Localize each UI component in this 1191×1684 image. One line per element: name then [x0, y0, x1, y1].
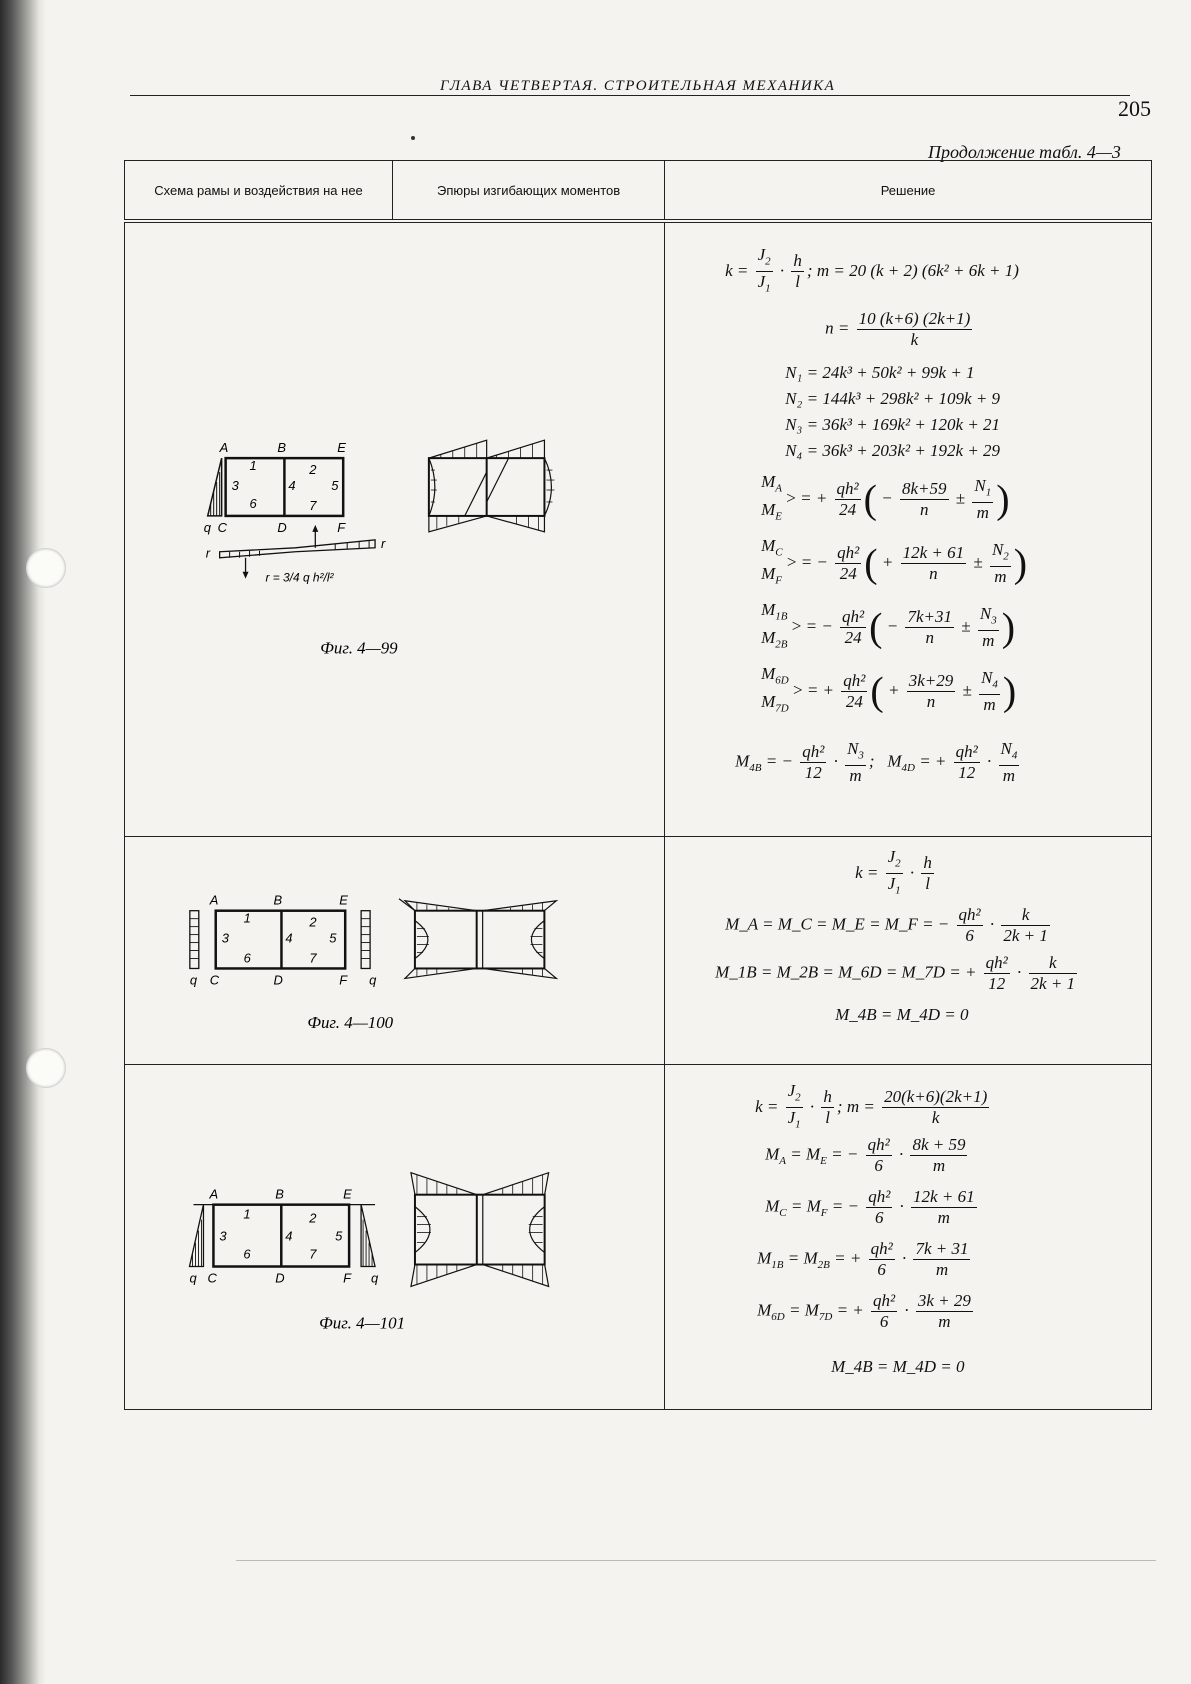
- page-number: 205: [1118, 96, 1151, 121]
- load-label-q-left: q: [189, 1270, 197, 1286]
- eq-N2: N₂ = 144k³ + 298k² + 109k + 9: [785, 389, 1001, 409]
- member-label-2: 2: [309, 914, 317, 930]
- eq-MA-ME: $M_A$ $M_E$ > = + $\frac{\text{qh²}}{24}$ ( − $\frac{8k+59}{n}$ ± $\frac{N_1}{m}$ ): [761, 472, 1010, 523]
- load-label-q: q: [203, 519, 211, 535]
- member-label-7: 7: [309, 497, 317, 513]
- node-label-C: C: [209, 972, 220, 988]
- node-label-F: F: [343, 1270, 352, 1286]
- member-label-1: 1: [243, 910, 251, 926]
- table-header-row: [125, 161, 1152, 222]
- node-label-F: F: [337, 519, 346, 535]
- eq-MA-MC-ME-MF: M_A = M_C = M_E = M_F = − $\frac{\text{qh²}}{6}$ · $\frac{k}{2k + 1}$: [725, 904, 1048, 945]
- load-label-q-left: q: [189, 972, 198, 988]
- header-rule: [130, 95, 1130, 96]
- frame-scheme-99: [125, 223, 665, 836]
- node-label-A: A: [209, 1186, 219, 1202]
- eq-M6D-M7D: $M_{6D}$ $M_{7D}$ > = + $\frac{\text{qh²}}{24}$ ( + $\frac{3k+29}{n}$ ± $\frac{N_4}{m}$ ): [761, 664, 1017, 715]
- moment-diagram-101: [411, 1173, 549, 1287]
- node-label-F: F: [339, 972, 348, 988]
- member-label-3: 3: [219, 1228, 227, 1244]
- eq-MA-ME-101: $M_A = M_E$ = − $\frac{\text{qh²}}{6}$ · $\frac{8k + 59}{m}$: [765, 1134, 966, 1175]
- moment-diagram-99: [429, 440, 555, 532]
- node-label-E: E: [337, 440, 346, 456]
- member-label-5: 5: [329, 930, 337, 946]
- frame-scheme-101: [125, 1065, 665, 1409]
- eq-M6D-M7D-101: $M_{6D} = M_{7D}$ = + $\frac{\text{qh²}}{6}$ · $\frac{3k + 29}{m}$: [757, 1290, 971, 1331]
- member-label-6: 6: [243, 1246, 251, 1262]
- member-label-1: 1: [249, 458, 257, 474]
- eq-N4: N₄ = 36k³ + 203k² + 192k + 29: [785, 441, 1001, 461]
- solution-cell-99: [665, 221, 1152, 836]
- solution-cell-100: [665, 836, 1152, 1064]
- scan-shadow-edge: [0, 0, 46, 1684]
- running-title: ГЛАВА ЧЕТВЕРТАЯ. СТРОИТЕЛЬНАЯ МЕХАНИКА: [440, 78, 836, 94]
- node-label-D: D: [273, 972, 283, 988]
- member-label-2: 2: [309, 462, 317, 478]
- eq-M4B-M4D-99: $M_{4B}$ = − $\frac{\text{qh²}}{12}$ · $\frac{N_3}{m}$ ; $M_{4D}$ = + $\frac{\text{qh²}}{12}$ · $\frac{N_4}{m}$: [735, 739, 1018, 786]
- node-label-A: A: [219, 440, 229, 456]
- member-label-7: 7: [309, 950, 317, 966]
- eq-k-m-101: k = $\frac{J_2}{J_1}$ · $\frac{h}{l}$ ; m = $\frac{20(k+6)(2k+1)}{k}$: [755, 1080, 988, 1131]
- table-row: [125, 836, 1152, 1064]
- node-label-E: E: [343, 1186, 352, 1202]
- frame-scheme-100: [125, 837, 665, 1064]
- eq-MC-MF-101: $M_C = M_F$ = − $\frac{\text{qh²}}{6}$ · $\frac{12k + 61}{m}$: [765, 1186, 975, 1227]
- eq-M1B-M7D-100: M_1B = M_2B = M_6D = M_7D = + $\frac{\text{qh²}}{12}$ · $\frac{k}{2k + 1}$: [715, 952, 1076, 993]
- eq-N3: N₃ = 36k³ + 169k² + 120k + 21: [785, 415, 1001, 435]
- table-row: [125, 1064, 1152, 1409]
- eq-N1: N₁ = 24k³ + 50k² + 99k + 1: [785, 363, 975, 383]
- eq-M1B-M2B: $M_{1B}$ $M_{2B}$ > = − $\frac{\text{qh²}}{24}$ ( − $\frac{7k+31}{n}$ ± $\frac{N_3}{m}$ ): [761, 600, 1016, 651]
- punch-hole: [26, 1048, 66, 1088]
- figure-cell-100: [125, 836, 665, 1064]
- scan-faint-rule: [236, 1560, 1156, 1561]
- node-label-D: D: [277, 519, 287, 535]
- moment-diagram-100: [399, 898, 556, 978]
- node-label-B: B: [277, 440, 287, 456]
- node-label-A: A: [209, 892, 219, 908]
- node-label-C: C: [207, 1270, 217, 1286]
- member-label-7: 7: [309, 1246, 317, 1262]
- node-label-C: C: [217, 519, 227, 535]
- eq-k-100: k = $\frac{J_2}{J_1}$ · $\frac{h}{l}$: [855, 846, 932, 897]
- solution-cell-101: [665, 1064, 1152, 1409]
- eq-M1B-M2B-101: $M_{1B} = M_{2B}$ = + $\frac{\text{qh²}}{6}$ · $\frac{7k + 31}{m}$: [757, 1238, 969, 1279]
- member-label-6: 6: [243, 950, 251, 966]
- eq-M4B-M4D-100: M_4B = M_4D = 0: [835, 1004, 969, 1024]
- table-row: [125, 221, 1152, 836]
- node-label-B: B: [275, 1186, 284, 1202]
- eq-n-99: n = $\frac{10 (k+6) (2k+1)}{k}$: [825, 309, 971, 350]
- eq-MC-MF: $M_C$ $M_F$ > = − $\frac{\text{qh²}}{24}$ ( + $\frac{12k + 61}{n}$ ± $\frac{N_2}{m}$ ): [761, 536, 1028, 587]
- reaction-formula: r = 3/4 q h²/l²: [265, 570, 334, 585]
- member-label-6: 6: [249, 495, 257, 511]
- load-label-q-right: q: [371, 1270, 379, 1286]
- figure-cell-101: [125, 1064, 665, 1409]
- member-label-5: 5: [331, 478, 339, 494]
- member-label-3: 3: [231, 478, 239, 494]
- member-label-1: 1: [243, 1206, 251, 1222]
- node-label-E: E: [339, 892, 348, 908]
- node-label-D: D: [275, 1270, 285, 1286]
- member-label-5: 5: [335, 1228, 343, 1244]
- member-label-2: 2: [309, 1210, 317, 1226]
- member-label-4: 4: [285, 1228, 293, 1244]
- figure-caption-99: Фиг. 4—99: [320, 638, 398, 658]
- table-continuation-label: Продолжение табл. 4—3: [928, 142, 1121, 162]
- eq-k-m-99: k = $\frac{J_2}{J_1}$ · $\frac{h}{l}$ ; m = 20 (k + 2) (6k² + 6k + 1): [725, 245, 1019, 295]
- reaction-label-r-right: r: [381, 535, 386, 551]
- scan-speck: [411, 136, 415, 140]
- member-label-3: 3: [221, 930, 229, 946]
- member-label-4: 4: [288, 478, 296, 494]
- eq-M4B-M4D-101: M_4B = M_4D = 0: [831, 1356, 965, 1376]
- figure-caption-100: Фиг. 4—100: [307, 1012, 394, 1032]
- figure-caption-101: Фиг. 4—101: [319, 1313, 406, 1333]
- node-label-B: B: [273, 892, 283, 908]
- figure-cell-99: [125, 221, 665, 836]
- col-header-solution: Решение: [665, 161, 1152, 222]
- main-table: [124, 160, 1152, 1410]
- punch-hole: [26, 548, 66, 588]
- col-header-diagrams: Эпюры изгибающих моментов: [393, 161, 665, 222]
- load-label-q-right: q: [369, 972, 377, 988]
- col-header-scheme: Схема рамы и воздействия на нее: [125, 161, 393, 222]
- member-label-4: 4: [285, 930, 293, 946]
- reaction-label-r-left: r: [205, 545, 211, 561]
